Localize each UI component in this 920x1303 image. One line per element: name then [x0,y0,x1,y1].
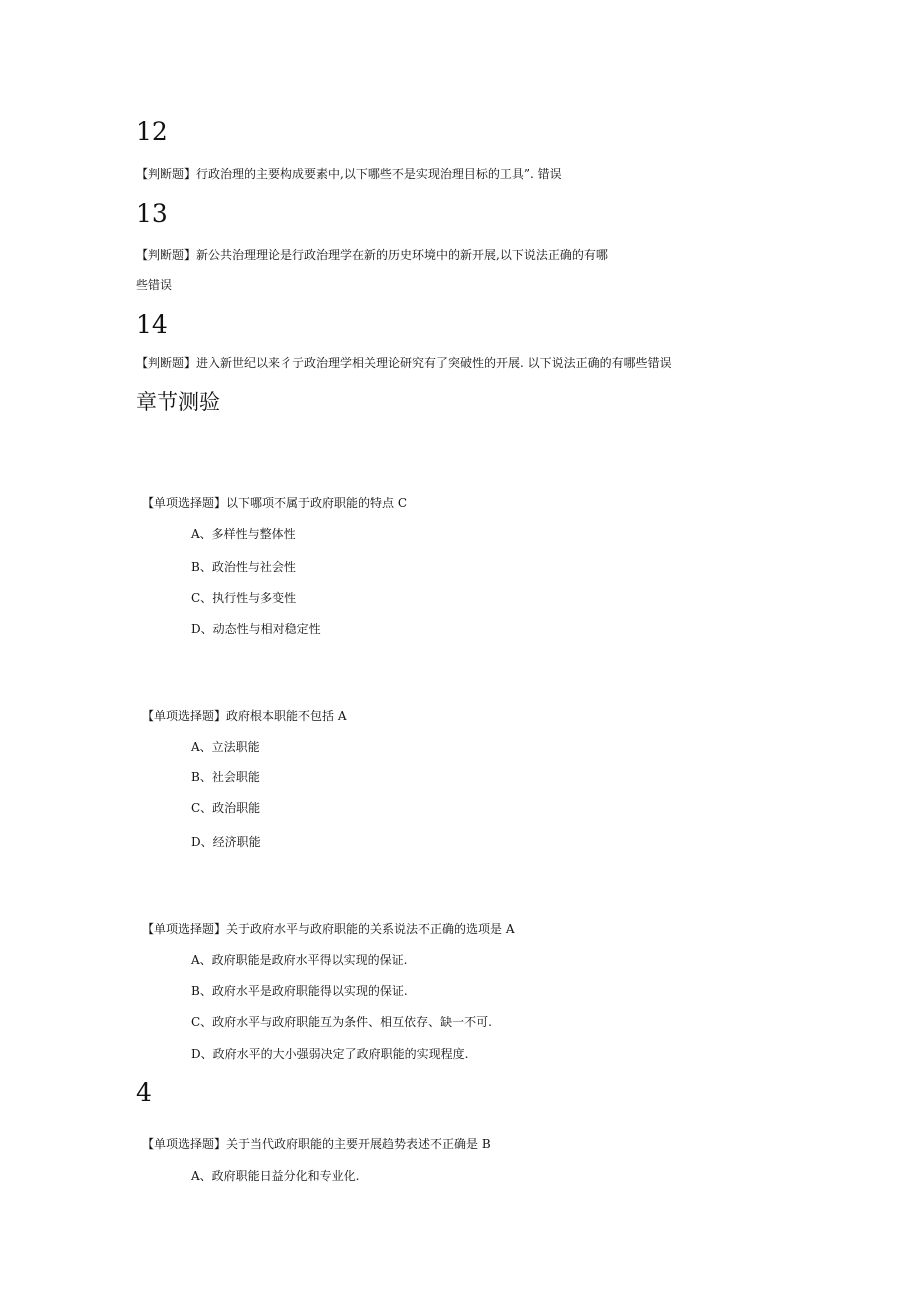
judgment-question-text-continued: 些错误 [136,278,173,292]
option-b: B、政治性与社会性 [191,560,296,574]
option-a: A、多样性与整体性 [191,527,296,541]
option-d: D、动态性与相对稳定性 [191,622,321,636]
option-b: B、政府水平是政府职能得以实现的保证. [191,984,408,998]
question-number: 14 [136,310,168,339]
option-a: A、政府职能是政府水平得以实现的保证. [191,953,408,967]
question-stem: 【单项选择题】关于当代政府职能的主要开展趋势表述不正确是 B [142,1137,491,1151]
section-title: 章节测验 [136,390,220,414]
question-number: 13 [136,199,168,228]
question-number: 4 [136,1078,152,1107]
option-c: C、政治职能 [191,801,261,815]
judgment-question-text: 【判断题】新公共治理理论是行政治理学在新的历史环境中的新开展,以下说法正确的有哪 [136,248,608,262]
option-d: D、政府水平的大小强弱决定了政府职能的实现程度. [191,1047,469,1061]
option-c: C、政府水平与政府职能互为条件、相互依存、缺一不可. [191,1015,492,1029]
question-stem: 【单项选择题】以下哪项不属于政府职能的特点 C [142,496,407,510]
option-d: D、经济职能 [191,835,261,849]
option-a: A、政府职能日益分化和专业化. [191,1169,360,1183]
question-stem: 【单项选择题】关于政府水平与政府职能的关系说法不正确的选项是 A [142,922,515,936]
option-c: C、执行性与多变性 [191,591,297,605]
judgment-question-text: 【判断题】进入新世纪以来彳亍政治理学相关理论研究有了突破性的开展. 以下说法正确的有哪些错误 [136,356,672,370]
option-b: B、社会职能 [191,770,260,784]
question-number: 12 [136,117,168,146]
judgment-question-text: 【判断题】行政治理的主要构成要素中,以下哪些不是实现治理目标的工具”. 错误 [136,167,562,181]
question-stem: 【单项选择题】政府根本职能不包括 A [142,709,347,723]
option-a: A、立法职能 [191,740,260,754]
